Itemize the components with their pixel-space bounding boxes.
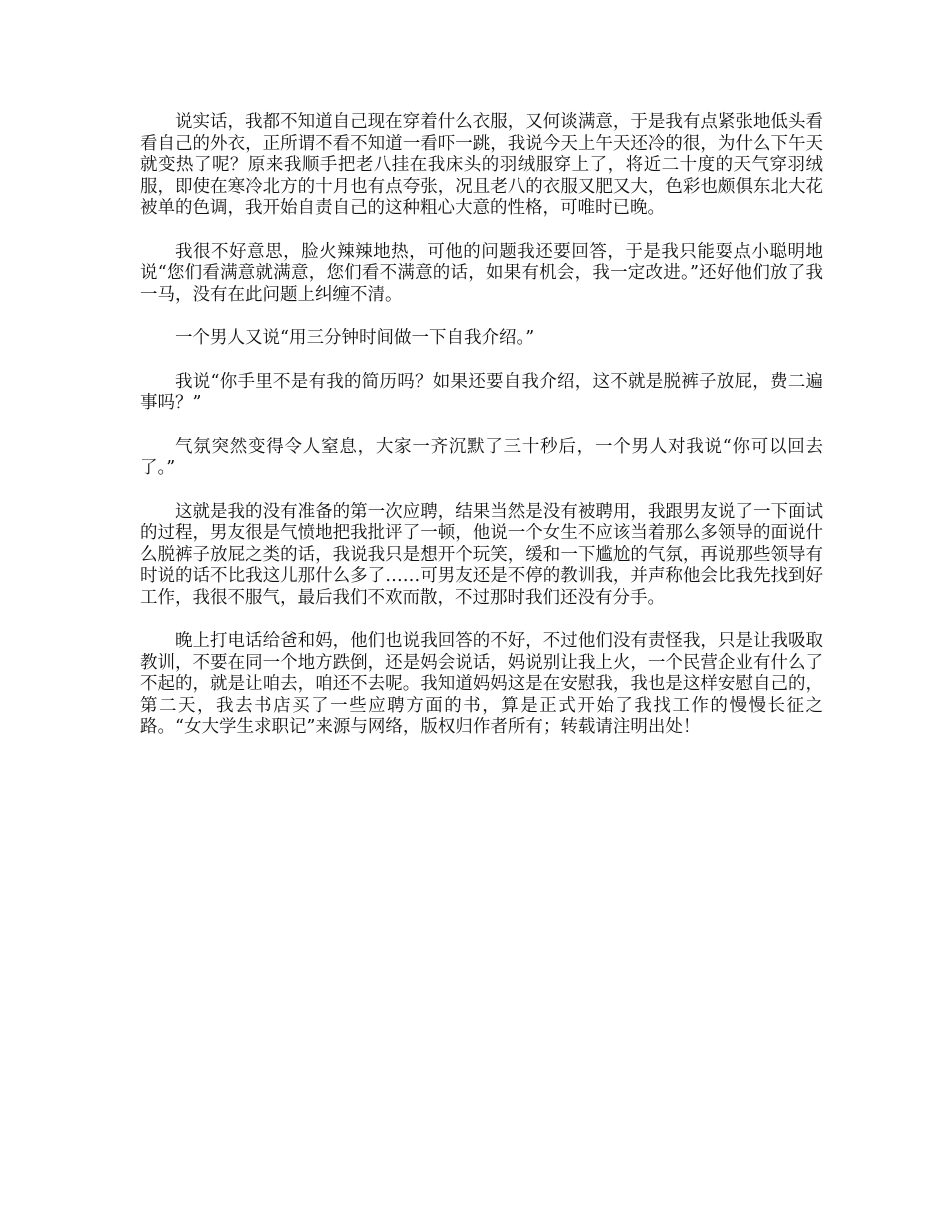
paragraph-1: 说实话，我都不知道自己现在穿着什么衣服，又何谈满意，于是我有点紧张地低头看看自己的外衣，正所谓不看不知道一看吓一跳，我说今天上午天还冷的很，为什么下午天就变热了呢？原来我顺手把老八挂在我床头的羽绒服穿上了，将近二十度的天气穿羽绒服，即使在寒冷北方的十月也有点夸张，况且老八的衣服又肥又大，色彩也颇俱东北大花被单的色调，我开始自责自己的这种粗心大意的性格，可唯时已晚。 bbox=[140, 112, 823, 218]
paragraph-7: 晚上打电话给爸和妈，他们也说我回答的不好，不过他们没有责怪我，只是让我吸取教训，不要在同一个地方跌倒，还是妈会说话，妈说别让我上火，一个民营企业有什么了不起的，就是让咱去，咱还不去呢。我知道妈妈这是在安慰我，我也是这样安慰自己的，第二天，我去书店买了一些应聘方面的书，算是正式开始了我找工作的慢慢长征之路。“女大学生求职记”来源与网络，版权归作者所有；转载请注明出处！ bbox=[140, 631, 823, 737]
paragraph-3: 一个男人又说“用三分钟时间做一下自我介绍。” bbox=[175, 328, 535, 348]
paragraph-4: 我说“你手里不是有我的简历吗？如果还要自我介绍，这不就是脱裤子放屁，费二遍事吗？” bbox=[140, 371, 823, 413]
paragraph-2: 我很不好意思，脸火辣辣地热，可他的问题我还要回答，于是我只能耍点小聪明地说“您们看满意就满意，您们看不满意的话，如果有机会，我一定改进。”还好他们放了我一马，没有在此问题上纠缠不清。 bbox=[140, 241, 823, 305]
document-body bbox=[140, 112, 823, 761]
paragraph-5: 气氛突然变得令人窒息，大家一齐沉默了三十秒后，一个男人对我说“你可以回去了。” bbox=[140, 436, 823, 478]
paragraph-6: 这就是我的没有准备的第一次应聘，结果当然是没有被聘用，我跟男友说了一下面试的过程，男友很是气愤地把我批评了一顿，他说一个女生不应该当着那么多领导的面说什么脱裤子放屁之类的话，我说我只是想开个玩笑，缓和一下尴尬的气氛，再说那些领导有时说的话不比我这儿那什么多了……可男友还是不停的教训我，并声称他会比我先找到好工作，我很不服气，最后我们不欢而散，不过那时我们还没有分手。 bbox=[140, 501, 823, 608]
